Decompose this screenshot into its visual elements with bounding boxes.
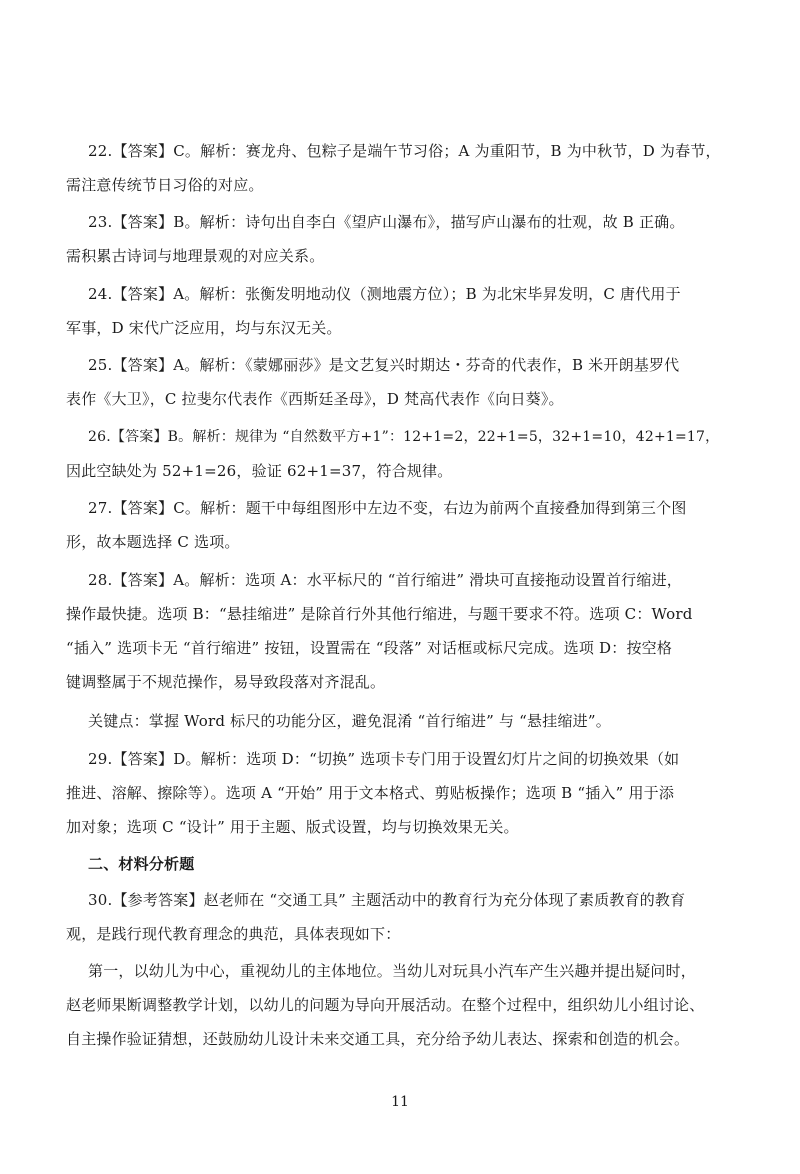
text-line: 25.【答案】A。解析：《蒙娜丽莎》是文艺复兴时期达・芬奇的代表作，B 米开朗基罗代	[88, 356, 680, 374]
text-line: 推进、溶解、擦除等）。选项 A “开始” 用于文本格式、剪贴板操作；选项 B “插入” 用于添	[66, 784, 675, 802]
text-line: 自主操作验证猜想，还鼓励幼儿设计未来交通工具，充分给予幼儿表达、探索和创造的机会。	[66, 1030, 690, 1048]
key-point-line: 关键点：掌握 Word 标尺的功能分区，避免混淆 “首行缩进” 与 “悬挂缩进”。	[88, 712, 611, 730]
page-number: 11	[391, 1094, 409, 1110]
text-line: 赵老师果断调整教学计划，以幼儿的问题为导向开展活动。在整个过程中，组织幼儿小组讨论、	[66, 996, 705, 1014]
text-line: 需注意传统节日习俗的对应。	[66, 176, 264, 194]
text-line: 24.【答案】A。解析：张衡发明地动仪（测地震方位）；B 为北宋毕昇发明，C 唐代用于	[88, 285, 681, 303]
text-line: 形，故本题选择 C 选项。	[66, 533, 240, 551]
text-line: 23.【答案】B。解析：诗句出自李白《望庐山瀑布》，描写庐山瀑布的壮观，故 B 正确。	[88, 213, 685, 231]
text-line: 操作最快捷。选项 B：“悬挂缩进” 是除首行外其他行缩进，与题干要求不符。选项 C：Word	[66, 605, 693, 623]
section-heading: 二、材料分析题	[88, 855, 195, 873]
text-line: 26.【答案】B。解析：规律为 “自然数平方+1”：12+1=2，22+1=5，32+1=10，42+1=17，	[88, 429, 720, 445]
text-line: 29.【答案】D。解析：选项 D：“切换” 选项卡专门用于设置幻灯片之间的切换效果（如	[88, 750, 680, 768]
text-line: 表作《大卫》，C 拉斐尔代表作《西斯廷圣母》，D 梵高代表作《向日葵》。	[66, 390, 564, 408]
text-line: 因此空缺处为 52+1=26，验证 62+1=37，符合规律。	[66, 462, 453, 480]
text-line: “插入” 选项卡无 “首行缩进” 按钮，设置需在 “段落” 对话框或标尺完成。选项 D：按空格	[66, 639, 673, 657]
text-line: 键调整属于不规范操作，易导致段落对齐混乱。	[66, 673, 386, 691]
text-line: 28.【答案】A。解析：选项 A：水平标尺的 “首行缩进” 滑块可直接拖动设置首行缩进，	[88, 571, 682, 589]
text-line: 22.【答案】C。解析：赛龙舟、包粽子是端午节习俗；A 为重阳节，B 为中秋节，D 为春节，	[88, 142, 721, 160]
text-line: 30.【参考答案】赵老师在 “交通工具” 主题活动中的教育行为充分体现了素质教育的教育	[88, 891, 686, 909]
text-line: 27.【答案】C。解析：题干中每组图形中左边不变，右边为前两个直接叠加得到第三个图	[88, 499, 687, 517]
text-line: 需积累古诗词与地理景观的对应关系。	[66, 247, 325, 265]
text-line: 观，是践行现代教育理念的典范，具体表现如下：	[66, 925, 401, 943]
text-line: 军事，D 宋代广泛应用，均与东汉无关。	[66, 319, 342, 337]
text-line: 加对象；选项 C “设计” 用于主题、版式设置，均与切换效果无关。	[66, 818, 519, 836]
text-line: 第一，以幼儿为中心，重视幼儿的主体地位。当幼儿对玩具小汽车产生兴趣并提出疑问时，	[88, 962, 697, 980]
